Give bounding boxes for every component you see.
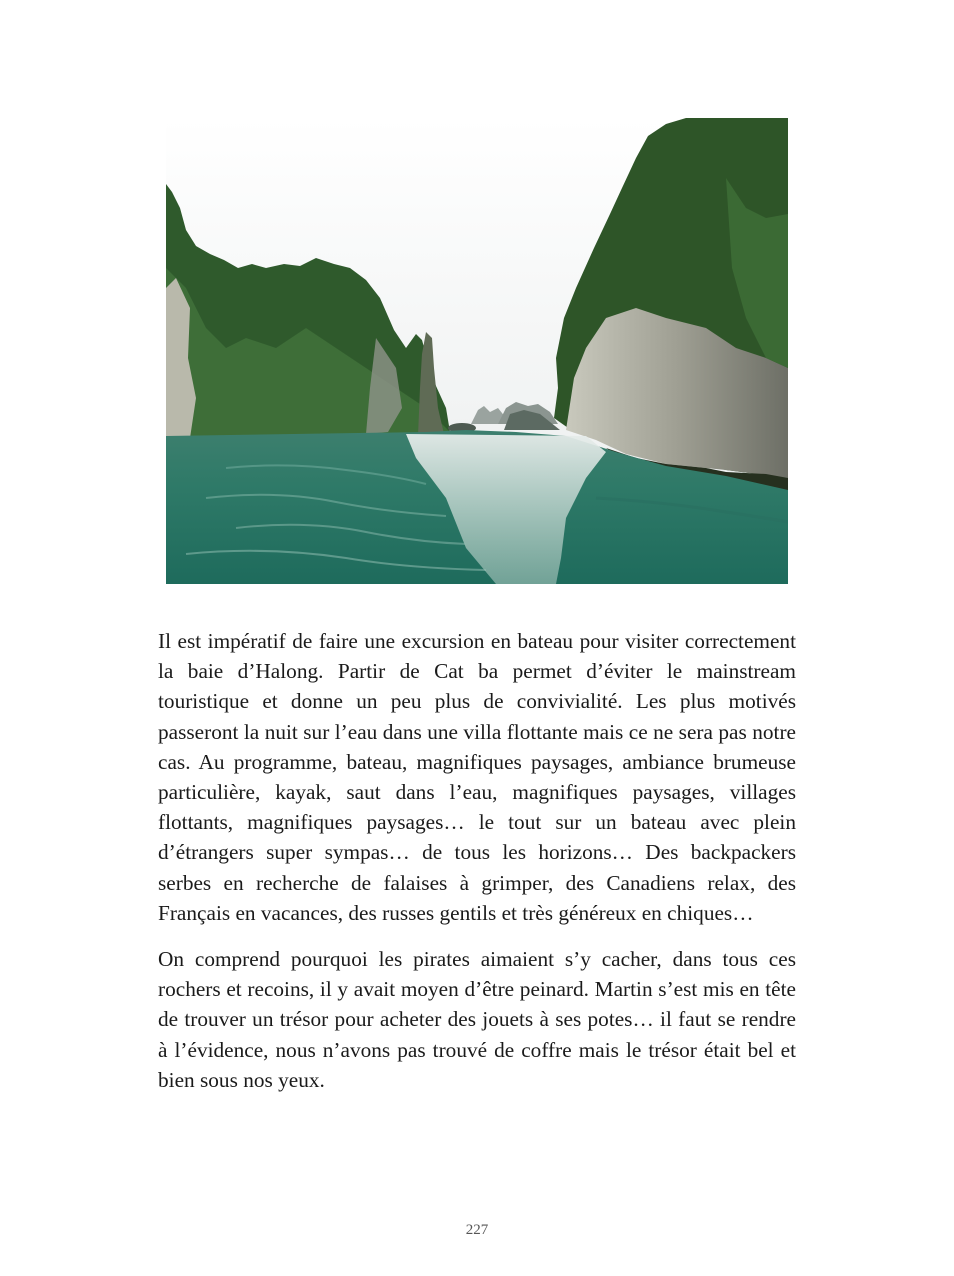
- body-text: [158, 626, 796, 1111]
- paragraph-2: On comprend pourquoi les pirates aimaient s’y cacher, dans tous ces rochers et recoins, il y avait moyen d’être peinard. Martin s’est mis en tête de trouver un trésor pour acheter des jouets à ses potes… il faut se rendre à l’évidence, nous n’avons pas trouvé de coffre mais le trésor était bel et bien sous nos yeux.: [158, 947, 796, 1092]
- page-number: 227: [465, 1222, 489, 1238]
- halong-bay-photo: [166, 118, 788, 584]
- paragraph-1: Il est impératif de faire une excursion en bateau pour visiter correctement la baie d’Halong. Partir de Cat ba permet d’éviter le mainstream touristique et donne un peu plus de convivialité. Les plus motivés passeront la nuit sur l’eau dans une villa flottante mais ce ne sera pas notre cas. Au programme, bateau, magnifiques paysages, ambiance brumeuse particulière, kayak, saut dans l’eau, magnifiques paysages, villages flottants, magnifiques paysages… le tout sur un bateau avec plein d’étrangers super sympas… de tous les horizons… Des backpackers serbes en recherche de falaises à grimper, des Canadiens relax, des Français en vacances, des russes gentils et très généreux en chiques…: [158, 629, 796, 925]
- photo-illustration: [166, 118, 788, 584]
